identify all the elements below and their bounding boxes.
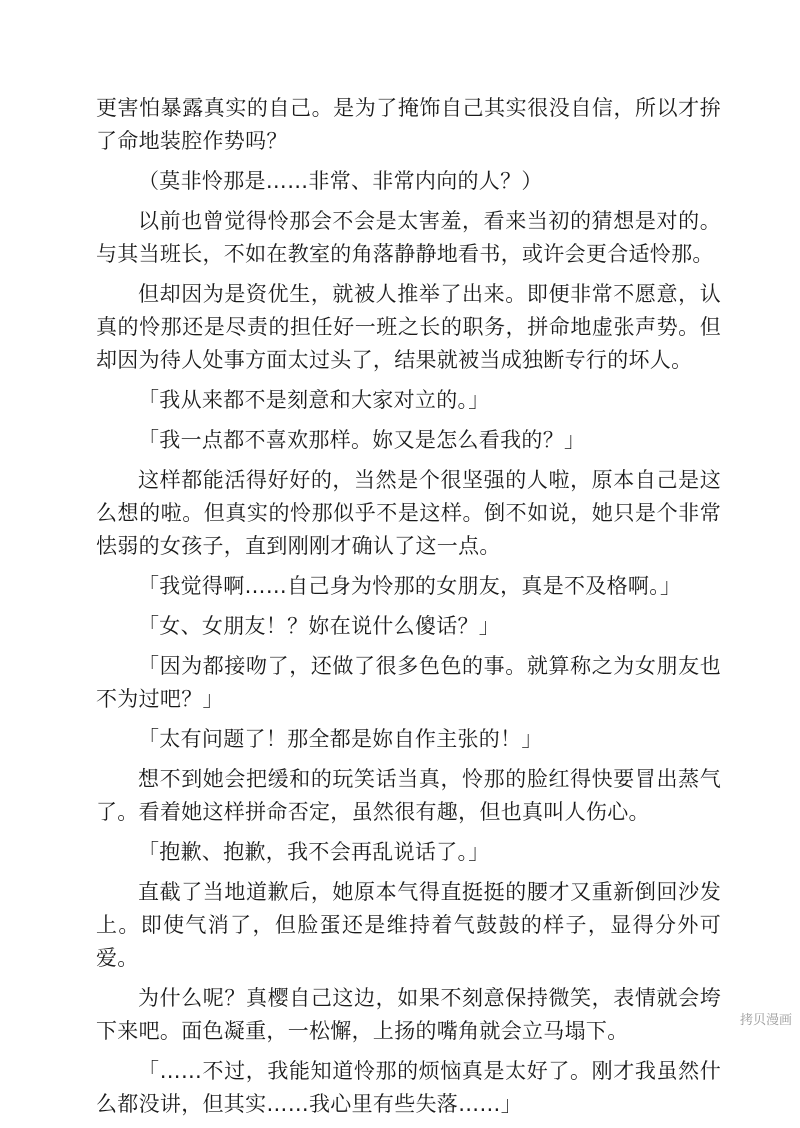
paragraph-3: 以前也曾觉得怜那会不会是太害羞，看来当初的猜想是对的。与其当班长，不如在教室的角落静静地看书，或许会更合适怜那。 [96,209,721,266]
novel-page-text [96,92,721,1128]
paragraph-5: 这样都能活得好好的，当然是个很坚强的人啦，原本自己是这么想的啦。但真实的怜那似乎不是这样。倒不如说，她只是个非常怯弱的女孩子，直到刚刚才确认了这一点。 [96,468,721,558]
dialogue-7: 「抱歉、抱歉，我不会再乱说话了。」 [138,840,490,864]
watermark-logo: 拷贝漫画 [739,1013,792,1028]
dialogue-8: 「……不过，我能知道怜那的烦恼真是太好了。刚才我虽然什么都没讲，但其实……我心里有些失落……」 [96,1059,721,1116]
paragraph-1: 更害怕暴露真实的自己。是为了掩饰自己其实很没自信，所以才拚了命地装腔作势吗？ [96,96,721,153]
dialogue-6: 「太有问题了！那全都是妳自作主张的！」 [138,727,543,751]
dialogue-2: 「我一点都不喜欢那样。妳又是怎么看我的？」 [138,428,586,452]
paragraph-8: 为什么呢？真樱自己这边，如果不刻意保持微笑，表情就会垮下来吧。面色凝重，一松懈，上扬的嘴角就会立马塌下。 [96,986,721,1043]
paragraph-7: 直截了当地道歉后，她原本气得直挺挺的腰才又重新倒回沙发上。即使气消了，但脸蛋还是维持着气鼓鼓的样子，显得分外可爱。 [96,880,721,970]
dialogue-3: 「我觉得啊……自己身为怜那的女朋友，真是不及格啊。」 [138,574,682,598]
dialogue-4: 「女、女朋友！？妳在说什么傻话？」 [138,614,501,638]
paragraph-2-thought: （莫非怜那是……非常、非常内向的人？） [138,169,543,193]
paragraph-4: 但却因为是资优生，就被人推举了出来。即便非常不愿意，认真的怜那还是尽责的担任好一班之长的职务，拼命地虚张声势。但却因为待人处事方面太过头了，结果就被当成独断专行的坏人。 [96,282,721,372]
paragraph-6: 想不到她会把缓和的玩笑话当真，怜那的脸红得快要冒出蒸气了。看着她这样拼命否定，虽然很有趣，但也真叫人伤心。 [96,767,721,824]
dialogue-5: 「因为都接吻了，还做了很多色色的事。就算称之为女朋友也不为过吧？」 [96,654,721,711]
dialogue-1: 「我从来都不是刻意和大家对立的。」 [138,388,490,412]
